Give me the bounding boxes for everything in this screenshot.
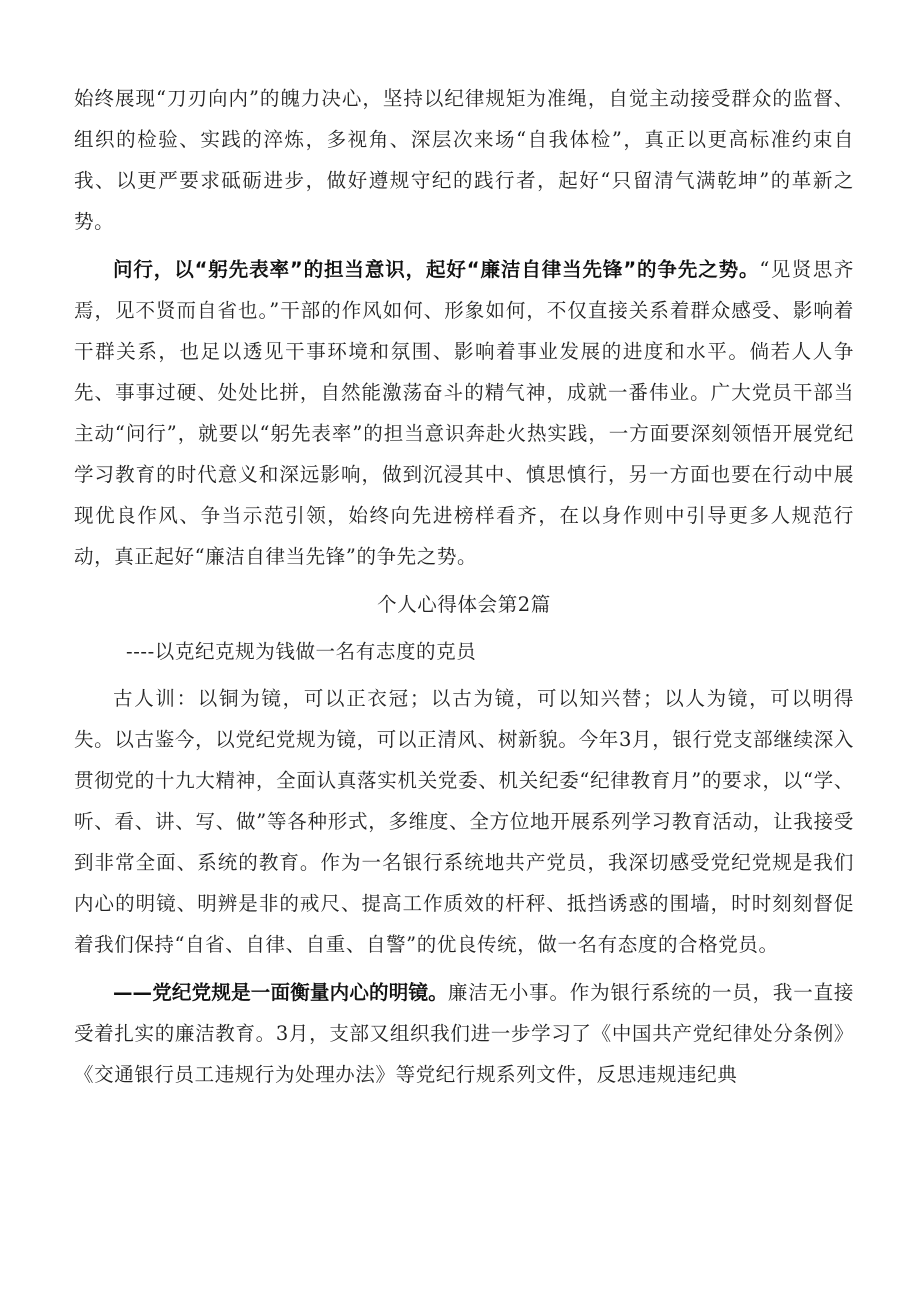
paragraph-4-body: 廉洁无小事。作为银行系统的一员，我一直接受着扎实的廉洁教育。3月，支部又组织我们进一步学习了《中国共产党纪律处分条例》《交通银行员工违规行为处理办法》等党纪行规系列文件，反思违规违纪典 [74,981,854,1086]
paragraph-2-lead: 问行，以“躬先表率”的担当意识，起好“廉洁自律当先锋”的争先之势。 [113,258,760,281]
paragraph-4-lead: ——党纪党规是一面衡量内心的明镜。 [113,981,448,1004]
paragraph-2-body: “见贤思齐焉，见不贤而自省也。”干部的作风如何、形象如何，不仅直接关系着群众感受、影响着干群关系，也足以透见干事环境和氛围、影响着事业发展的进度和水平。倘若人人争先、事事过硬、处处比拼，自然能激荡奋斗的精气神，成就一番伟业。广大党员干部当主动“问行”，就要以“躬先表率”的担当意识奔赴火热实践，一方面要深刻领悟开展党纪学习教育的时代意义和深远影响，做到沉浸其中、慎思慎行，另一方面也要在行动中展现优良作风、争当示范引领，始终向先进榜样看齐，在以身作则中引导更多人规范行动，真正起好“廉洁自律当先锋”的争先之势。 [74,258,854,568]
paragraph-4 [74,972,854,1095]
section-heading: 个人心得体会第2篇 [377,593,551,616]
paragraph-2 [74,249,854,577]
section-subtitle: ----以克纪克规为钱做一名有志度的克员 [126,640,477,663]
paragraph-1: 始终展现“刀刃向内”的魄力决心，坚持以纪律规矩为准绳，自觉主动接受群众的监督、组织的检验、实践的淬炼，多视角、深层次来场“自我体检”，真正以更高标准约束自我、以更严要求砥砺进步，做好遵规守纪的践行者，起好“只留清气满乾坤”的革新之势。 [74,87,854,233]
paragraph-3: 古人训：以铜为镜，可以正衣冠；以古为镜，可以知兴替；以人为镜，可以明得失。以古鉴今，以党纪党规为镜，可以正清风、树新貌。今年3月，银行党支部继续深入贯彻党的十九大精神，全面认真落实机关党委、机关纪委“纪律教育月”的要求，以“学、听、看、讲、写、做”等各种形式，多维度、全方位地开展系列学习教育活动，让我接受到非常全面、系统的教育。作为一名银行系统地共产党员，我深切感受党纪党规是我们内心的明镜、明辨是非的戒尺、提高工作质效的杆秤、抵挡诱惑的围墙，时时刻刻督促着我们保持“自省、自律、自重、自警”的优良传统，做一名有态度的合格党员。 [74,687,854,956]
